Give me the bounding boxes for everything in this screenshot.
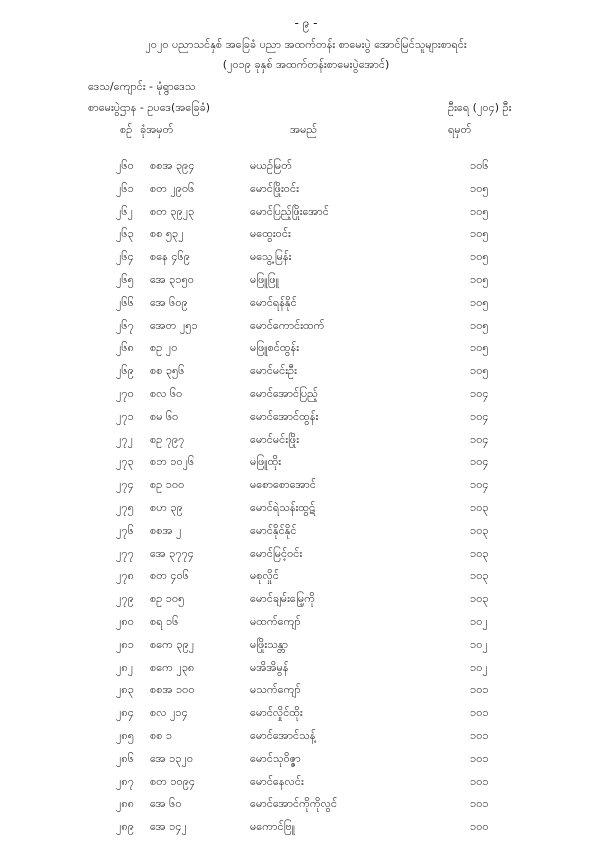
row-number: ၂၈၉ [116,820,134,834]
row-number: ၂၈၇ [116,774,134,788]
column-header-name: အမည် [290,123,318,136]
student-name: မောင်ဖြိုးဝင်း [250,181,299,195]
row-number: ၂၈၆ [116,751,134,765]
score: ၁၀၃ [470,500,489,514]
table-row [0,797,612,820]
student-name: မောင်အောင်သန့် [250,728,316,742]
roll-number: အေ ၁၄၂ [150,820,187,834]
student-name: မောင်လှိုင်ထိုး [250,706,303,720]
row-number: ၂၇၂ [116,432,133,446]
row-number: ၂၆၉ [116,364,134,378]
roll-number: အေ ၃၁၅၀ [150,272,194,286]
score: ၁၀၅ [470,318,489,332]
table-row [0,341,612,364]
table-row [0,182,612,205]
score: ၁၀၄ [470,409,489,423]
table-row [0,205,612,228]
score: ၁၀၅ [470,364,489,378]
score: ၁၀၅ [470,204,489,218]
roll-number: စစ ၃၅၆ [150,364,185,378]
document-subtitle: (၂၀၁၉ ခုနှစ် အထက်တန်းစာမေးပွဲအောင်) [222,58,390,71]
score: ၁၀၀ [470,820,489,834]
table-row [0,524,612,547]
roll-number: စစအ ၃၉၄ [150,159,195,172]
roll-number: စစ ၅၃၂ [150,227,184,241]
row-number: ၂၆၆ [116,295,134,309]
student-name: မစုလှိုင် [250,569,279,583]
table-row [0,501,612,524]
row-number: ၂၈၂ [116,660,134,674]
column-header-total: ရမှတ် [448,123,472,136]
column-header-no: စဉ် [120,123,133,136]
roll-number: စကေ ၂၃၈ [150,660,195,674]
row-number: ၂၆၃ [116,227,134,241]
roll-number: အေ ၃၇၇၄ [150,546,194,560]
roll-number: စဘ ၁၀၂၆ [150,455,195,469]
table-row [0,820,612,843]
table-row [0,250,612,273]
table-row [0,364,612,387]
row-number: ၂၈၈ [116,797,134,811]
roll-number: စလ ၆၀ [150,386,183,400]
score: ၁၀၅ [470,295,489,309]
score: ၁၀၄ [470,432,489,446]
table-row [0,775,612,798]
roll-number: စဥ ၂၀ [150,341,178,355]
table-row [0,273,612,296]
score: ၁၀၁ [470,728,489,742]
roll-number: စနေ ၄၆၉ [150,250,190,264]
table-row [0,410,612,433]
row-number: ၂၈၁ [116,637,134,651]
score: ၁၀၄ [470,478,489,492]
student-name: မဖြူဖြူ [250,272,279,286]
row-number: ၂၆၁ [116,181,134,195]
row-number: ၂၈၅ [116,728,134,742]
row-number: ၂၇၀ [116,386,134,400]
score: ၁၀၅ [470,227,489,241]
row-number: ၂၇၆ [116,523,134,537]
row-number: ၂၇၉ [116,592,134,606]
roll-number: အေ ၁၃၂၀ [150,751,194,765]
table-row [0,615,612,638]
document-title: ၂၀၂၀ ပညာသင်နှစ် အခြေခံ ပညာ အထက်တန်း စာမေးပွဲ အောင်မြင်သူများစာရင်း [145,38,467,51]
score: ၁၀၅ [470,272,489,286]
table-row [0,319,612,342]
student-name: မောင်နေလင်း [250,774,304,788]
score: ၁၀၂ [470,614,488,628]
table-row [0,227,612,250]
score: ၁၀၂ [470,660,488,674]
row-number: ၂၇၁ [116,409,134,423]
score: ၁၀၄ [470,386,489,400]
student-name: မောင်အောင်ကိုကိုလွင် [250,797,338,811]
row-number: ၂၈၄ [116,706,134,720]
roll-number: စဥ ၁၀၅ [150,592,185,606]
table-row [0,683,612,706]
page-number: - ၉ - [294,16,318,30]
score: ၁၀၁ [470,683,489,697]
row-number: ၂၆၇ [116,318,134,332]
roll-number: စဥ ၁၀၀ [150,478,185,492]
student-name: မောင်သုဝိဇ္ဇာ [250,751,301,765]
roll-number: စတ ၂၉၀၆ [150,181,195,195]
student-name: မောင်ကောင်းထက် [250,318,325,332]
row-number: ၂၆၅ [116,272,134,286]
row-number: ၂၇၅ [116,500,134,514]
score: ၁၀၁ [470,774,489,788]
score: ၁၀၃ [470,592,489,606]
roll-number: စတ ၃၉၂၃ [150,204,195,218]
student-name: မအိအိမွန် [250,660,289,674]
row-number: ၂၇၄ [116,478,134,492]
roll-number: စဟ ၃၉ [150,500,183,514]
score: ၁၀၅ [470,250,489,264]
student-name: မဖြူထိုး [250,455,282,469]
row-number: ၂၆၀ [116,159,134,172]
roll-number: စမ ၆၀ [150,409,179,423]
score: ၁၀၁ [470,751,489,765]
table-row [0,159,612,182]
score: ၁၀၃ [470,546,489,560]
table-row [0,752,612,775]
table-row [0,478,612,501]
score: ၁၀၅ [470,341,489,355]
row-number: ၂၆၈ [116,341,134,355]
student-name: မဖြူစင်ထွန်း [250,341,299,355]
student-name: မောင်ရန်နိုင် [250,295,297,309]
table-row [0,433,612,456]
score: ၁၀၃ [470,569,489,583]
roll-number: စစအ ၂ [150,523,182,537]
table-row [0,455,612,478]
score: ၁၀၁ [470,797,489,811]
roll-number: စလ ၂၁၄ [150,706,188,720]
student-name: မဖြိုးသန္တာ [250,637,289,651]
student-name: မောင်အောင်ထွန်း [250,409,319,423]
score: ၁၀၁ [470,706,489,720]
student-name: မသွေ့မြန်း [250,250,292,264]
row-number: ၂၈၀ [116,614,134,628]
results-table [0,159,612,843]
roll-number: စရ ၁၆ [150,614,179,628]
table-row [0,638,612,661]
score: ၁၀၄ [470,455,489,469]
roll-number: အေ ၆၀၉ [150,295,188,309]
table-row [0,661,612,684]
roll-number: အေတ ၂၅၁ [150,318,198,332]
table-row [0,569,612,592]
score: ၁၀၃ [470,523,489,537]
student-name: မစောစောအောင် [250,478,316,492]
roll-number: စဥ ၇၉၇ [150,432,185,446]
table-row [0,706,612,729]
roll-number: စကေ ၃၉၂ [150,637,195,651]
score: ၁၀၅ [470,181,489,195]
roll-number: စတ ၁၀၉၄ [150,774,196,788]
student-name: မသက်ကျော် [250,683,301,697]
district-label: ဒေသ/ကျောင်း - မုံရွာဒေသ [88,80,196,93]
student-name: မောင်နိုင်နိုင် [250,523,297,537]
row-number: ၂၇၃ [116,455,134,469]
student-name: မထက်ကျော် [250,614,301,628]
total-count-label: ဦးရေ (၂၀၄) ဦး [448,101,512,114]
row-number: ၂၈၃ [116,683,134,697]
student-name: မောင်ပြည့်ဖြိုးအောင် [250,204,329,218]
table-row [0,296,612,319]
student-name: မောင်ရဲသန်းထွဋ် [250,500,316,514]
score: ၁၀၆ [470,159,489,172]
roll-number: စစအ ၁၀၀ [150,683,195,697]
student-name: မောင်မြင့်ဝင်း [250,546,303,560]
column-header-roll: ခုံအမှတ် [140,123,174,136]
student-name: မောင်မင်းဦး [250,364,297,378]
student-name: မောင်ချမ်းမြေ့ကို [250,592,315,606]
table-row [0,547,612,570]
roll-number: အေ ၆၀ [150,797,182,811]
table-row [0,729,612,752]
roll-number: စတ ၄၀၆ [150,569,189,583]
exam-center-label: စာမေးပွဲဌာန - ဥပဒေ(အခြေခံ) [88,101,211,114]
student-name: မကောင်ဗြူ [250,820,295,834]
row-number: ၂၇၇ [116,546,134,560]
student-name: မောင်အောင်ပြည့် [250,386,318,400]
student-name: မယဉ်မြတ် [250,159,292,172]
student-name: မထွေးဝင်း [250,227,291,241]
table-row [0,592,612,615]
table-row [0,387,612,410]
row-number: ၂၇၈ [116,569,134,583]
score: ၁၀၂ [470,637,488,651]
row-number: ၂၆၄ [116,250,134,264]
row-number: ၂၆၂ [116,204,133,218]
roll-number: စစ ၁ [150,728,173,742]
student-name: မောင်မင်းဖြိုး [250,432,299,446]
